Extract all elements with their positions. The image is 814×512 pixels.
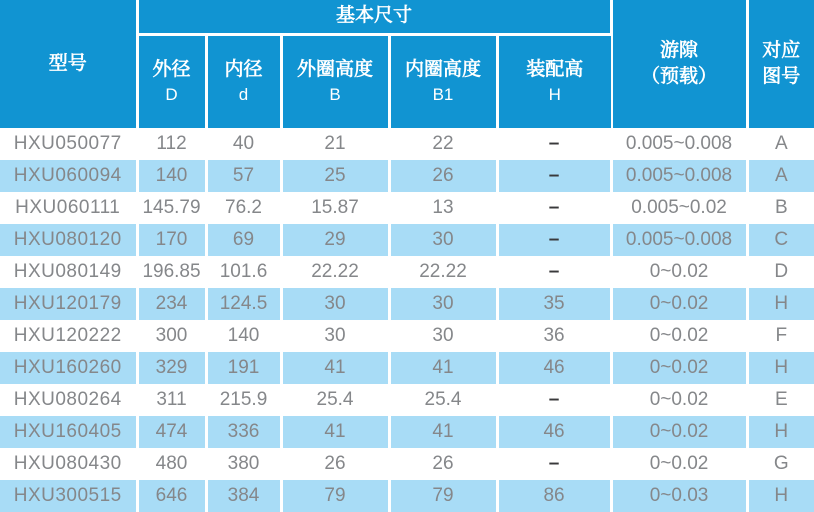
- cell-inner-diameter: 124.5: [206, 288, 281, 320]
- clearance-label: 游隙: [660, 40, 699, 61]
- cell-clearance: 0~0.02: [611, 384, 747, 416]
- table-row: [0, 288, 814, 320]
- cell-outer-ring-height: 25.4: [281, 384, 389, 416]
- clearance-sublabel: （预载）: [641, 66, 718, 87]
- cell-outer-diameter: 234: [137, 288, 206, 320]
- table-body: [0, 128, 814, 512]
- cell-model: HXU160405: [0, 416, 137, 448]
- cell-assembly-height: –: [497, 128, 611, 160]
- cell-figure-no: C: [747, 224, 814, 256]
- col-header-outer-ring-height: [281, 34, 389, 128]
- cell-clearance: 0.005~0.02: [611, 192, 747, 224]
- cell-inner-diameter: 380: [206, 448, 281, 480]
- cell-inner-diameter: 101.6: [206, 256, 281, 288]
- assembly-height-label: 装配高: [526, 58, 584, 80]
- outer-diameter-symbol: D: [165, 84, 178, 104]
- cell-assembly-height: –: [497, 448, 611, 480]
- cell-assembly-height: 46: [497, 352, 611, 384]
- table-row: [0, 480, 814, 512]
- col-header-figure-no: [747, 0, 814, 128]
- cell-outer-diameter: 474: [137, 416, 206, 448]
- cell-outer-ring-height: 25: [281, 160, 389, 192]
- cell-clearance: 0~0.02: [611, 448, 747, 480]
- cell-inner-ring-height: 26: [389, 448, 497, 480]
- cell-outer-diameter: 646: [137, 480, 206, 512]
- table-row: [0, 224, 814, 256]
- cell-outer-ring-height: 21: [281, 128, 389, 160]
- cell-inner-ring-height: 79: [389, 480, 497, 512]
- cell-outer-ring-height: 22.22: [281, 256, 389, 288]
- cell-figure-no: H: [747, 480, 814, 512]
- col-header-assembly-height: [497, 34, 611, 128]
- cell-model: HXU300515: [0, 480, 137, 512]
- table-row: [0, 352, 814, 384]
- cell-outer-ring-height: 41: [281, 416, 389, 448]
- cell-inner-diameter: 336: [206, 416, 281, 448]
- cell-figure-no: A: [747, 160, 814, 192]
- cell-figure-no: G: [747, 448, 814, 480]
- cell-outer-diameter: 112: [137, 128, 206, 160]
- cell-assembly-height: –: [497, 192, 611, 224]
- cell-clearance: 0~0.02: [611, 352, 747, 384]
- col-header-model: [0, 0, 137, 128]
- cell-model: HXU120222: [0, 320, 137, 352]
- cell-outer-ring-height: 15.87: [281, 192, 389, 224]
- cell-inner-diameter: 215.9: [206, 384, 281, 416]
- outer-ring-height-label: 外圈高度: [296, 58, 373, 80]
- cell-outer-diameter: 196.85: [137, 256, 206, 288]
- cell-outer-diameter: 480: [137, 448, 206, 480]
- cell-inner-ring-height: 22: [389, 128, 497, 160]
- cell-outer-ring-height: 30: [281, 288, 389, 320]
- cell-model: HXU060094: [0, 160, 137, 192]
- col-header-model-label: 型号: [48, 53, 87, 74]
- cell-figure-no: H: [747, 416, 814, 448]
- cell-outer-ring-height: 41: [281, 352, 389, 384]
- col-header-basic-dimensions-label: 基本尺寸: [336, 5, 413, 27]
- cell-figure-no: E: [747, 384, 814, 416]
- table-row: [0, 320, 814, 352]
- cell-inner-ring-height: 22.22: [389, 256, 497, 288]
- cell-inner-ring-height: 30: [389, 288, 497, 320]
- cell-model: HXU120179: [0, 288, 137, 320]
- cell-inner-ring-height: 26: [389, 160, 497, 192]
- table-row: [0, 416, 814, 448]
- cell-inner-ring-height: 30: [389, 320, 497, 352]
- col-header-outer-diameter: [137, 34, 206, 128]
- cell-model: HXU160260: [0, 352, 137, 384]
- cell-assembly-height: 35: [497, 288, 611, 320]
- cell-inner-diameter: 384: [206, 480, 281, 512]
- cell-model: HXU080149: [0, 256, 137, 288]
- cell-inner-ring-height: 41: [389, 352, 497, 384]
- cell-assembly-height: 36: [497, 320, 611, 352]
- cell-figure-no: F: [747, 320, 814, 352]
- cell-clearance: 0.005~0.008: [611, 128, 747, 160]
- cell-assembly-height: –: [497, 224, 611, 256]
- table-row: [0, 448, 814, 480]
- table-row: [0, 256, 814, 288]
- cell-inner-diameter: 191: [206, 352, 281, 384]
- cell-clearance: 0~0.02: [611, 288, 747, 320]
- outer-ring-height-symbol: B: [329, 84, 341, 104]
- outer-diameter-label: 外径: [152, 58, 191, 80]
- col-header-inner-diameter: [206, 34, 281, 128]
- cell-assembly-height: –: [497, 160, 611, 192]
- cell-model: HXU050077: [0, 128, 137, 160]
- cell-clearance: 0.005~0.008: [611, 160, 747, 192]
- cell-figure-no: B: [747, 192, 814, 224]
- cell-figure-no: H: [747, 352, 814, 384]
- cell-outer-diameter: 300: [137, 320, 206, 352]
- cell-inner-diameter: 69: [206, 224, 281, 256]
- table-header: [0, 0, 814, 128]
- cell-clearance: 0.005~0.008: [611, 224, 747, 256]
- cell-inner-diameter: 57: [206, 160, 281, 192]
- table-row: [0, 384, 814, 416]
- inner-ring-height-symbol: B1: [432, 84, 454, 104]
- cell-model: HXU080430: [0, 448, 137, 480]
- table-row: [0, 192, 814, 224]
- inner-diameter-label: 内径: [224, 58, 263, 80]
- inner-diameter-symbol: d: [238, 84, 249, 104]
- cell-figure-no: A: [747, 128, 814, 160]
- col-header-clearance: [611, 0, 747, 128]
- cell-assembly-height: 46: [497, 416, 611, 448]
- table-row: [0, 128, 814, 160]
- cell-clearance: 0~0.02: [611, 256, 747, 288]
- cell-model: HXU060111: [0, 192, 137, 224]
- cell-outer-ring-height: 29: [281, 224, 389, 256]
- cell-figure-no: D: [747, 256, 814, 288]
- cell-model: HXU080120: [0, 224, 137, 256]
- figure-no-sublabel: 图号: [762, 66, 801, 87]
- cell-assembly-height: –: [497, 256, 611, 288]
- cell-assembly-height: –: [497, 384, 611, 416]
- cell-outer-diameter: 329: [137, 352, 206, 384]
- figure-no-label: 对应: [762, 40, 801, 61]
- cell-inner-ring-height: 25.4: [389, 384, 497, 416]
- cell-model: HXU080264: [0, 384, 137, 416]
- cell-inner-ring-height: 13: [389, 192, 497, 224]
- cell-outer-ring-height: 30: [281, 320, 389, 352]
- cell-assembly-height: 86: [497, 480, 611, 512]
- cell-inner-ring-height: 41: [389, 416, 497, 448]
- header-row-group: [0, 0, 814, 34]
- cell-inner-diameter: 140: [206, 320, 281, 352]
- table-row: [0, 160, 814, 192]
- cell-inner-diameter: 40: [206, 128, 281, 160]
- cell-inner-ring-height: 30: [389, 224, 497, 256]
- cell-inner-diameter: 76.2: [206, 192, 281, 224]
- cell-outer-diameter: 311: [137, 384, 206, 416]
- col-header-basic-dimensions: [137, 0, 611, 34]
- assembly-height-symbol: H: [548, 84, 561, 104]
- cell-clearance: 0~0.02: [611, 320, 747, 352]
- inner-ring-height-label: 内圈高度: [404, 58, 481, 80]
- cell-outer-diameter: 140: [137, 160, 206, 192]
- cell-outer-ring-height: 79: [281, 480, 389, 512]
- cell-outer-diameter: 145.79: [137, 192, 206, 224]
- cell-clearance: 0~0.02: [611, 416, 747, 448]
- cell-outer-diameter: 170: [137, 224, 206, 256]
- col-header-inner-ring-height: [389, 34, 497, 128]
- cell-figure-no: H: [747, 288, 814, 320]
- cell-clearance: 0~0.03: [611, 480, 747, 512]
- cell-outer-ring-height: 26: [281, 448, 389, 480]
